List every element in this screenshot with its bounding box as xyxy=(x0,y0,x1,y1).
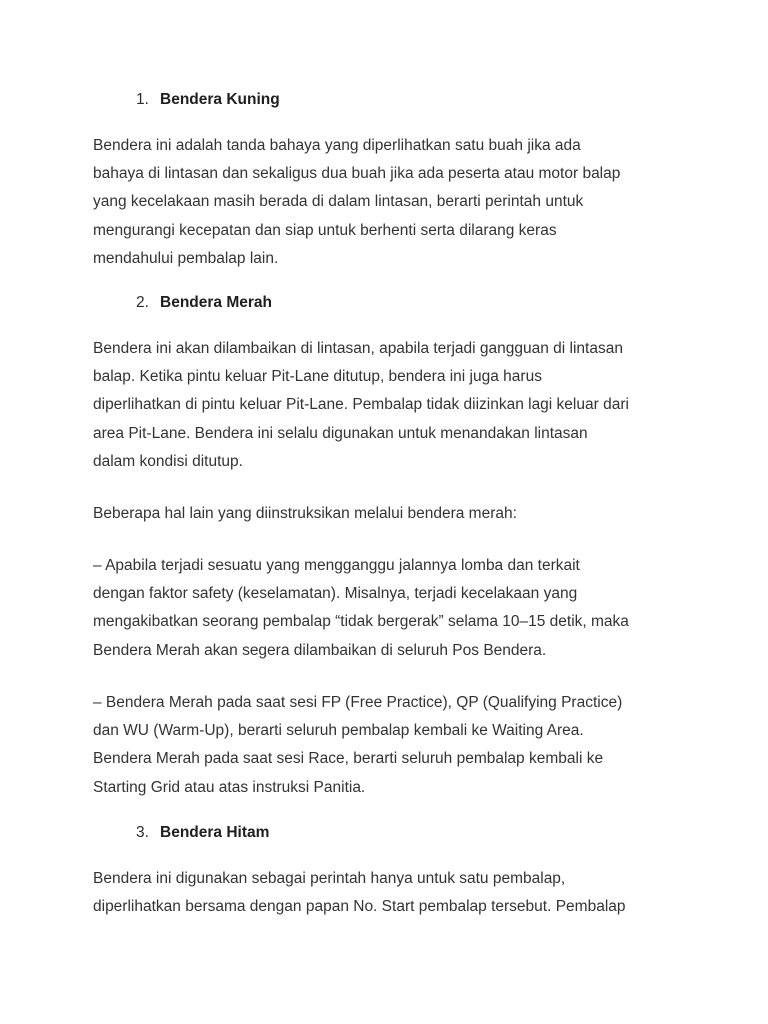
section-number: 1. xyxy=(136,91,149,108)
paragraph-merah-intro xyxy=(93,500,683,528)
text-line: Bendera Merah pada saat sesi Race, berarti seluruh pembalap kembali ke xyxy=(93,750,604,768)
section-title: Bendera Hitam xyxy=(160,824,270,841)
section-title: Bendera Kuning xyxy=(160,91,280,108)
section-heading-bendera-kuning xyxy=(136,90,280,110)
text-line: Bendera Merah akan segera dilambaikan di seluruh Pos Bendera. xyxy=(93,641,547,659)
text-line: diperlihatkan bersama dengan papan No. Start pembalap tersebut. Pembalap xyxy=(93,898,626,916)
section-heading-bendera-hitam xyxy=(136,823,269,843)
section-title: Bendera Merah xyxy=(160,294,272,311)
section-number: 3. xyxy=(136,824,149,841)
text-line: dengan faktor safety (keselamatan). Misalnya, terjadi kecelakaan yang xyxy=(93,585,578,603)
text-line: bahaya di lintasan dan sekaligus dua buah jika ada peserta atau motor balap xyxy=(93,165,621,183)
paragraph-merah-item-1 xyxy=(93,552,683,665)
text-line: Starting Grid atau atas instruksi Panitia. xyxy=(93,778,366,796)
text-line: Beberapa hal lain yang diinstruksikan melalui bendera merah: xyxy=(93,505,517,522)
text-line: Bendera ini akan dilambaikan di lintasan, apabila terjadi gangguan di lintasan xyxy=(93,340,623,357)
text-line: mendahului pembalap lain. xyxy=(93,249,279,267)
paragraph-kuning-description xyxy=(93,132,683,273)
text-line: mengurangi kecepatan dan siap untuk berhenti serta dilarang keras xyxy=(93,221,557,239)
text-line: Bendera ini digunakan sebagai perintah hanya untuk satu pembalap, xyxy=(93,870,566,887)
paragraph-hitam-description xyxy=(93,865,683,921)
text-line: mengakibatkan seorang pembalap “tidak bergerak” selama 10–15 detik, maka xyxy=(93,613,629,631)
text-line: area Pit-Lane. Bendera ini selalu digunakan untuk menandakan lintasan xyxy=(93,424,588,442)
text-line: Bendera ini adalah tanda bahaya yang diperlihatkan satu buah jika ada xyxy=(93,137,581,154)
text-line: – Apabila terjadi sesuatu yang mengganggu jalannya lomba dan terkait xyxy=(93,557,580,574)
paragraph-merah-description xyxy=(93,335,683,476)
text-line: dan WU (Warm-Up), berarti seluruh pembalap kembali ke Waiting Area. xyxy=(93,722,584,740)
text-line: dalam kondisi ditutup. xyxy=(93,452,243,470)
section-number: 2. xyxy=(136,294,149,311)
section-heading-bendera-merah xyxy=(136,293,272,313)
text-line: diperlihatkan di pintu keluar Pit-Lane. Pembalap tidak diizinkan lagi keluar dari xyxy=(93,396,629,414)
text-line: yang kecelakaan masih berada di dalam lintasan, berarti perintah untuk xyxy=(93,193,584,211)
paragraph-merah-item-2 xyxy=(93,689,683,802)
text-line: balap. Ketika pintu keluar Pit-Lane ditutup, bendera ini juga harus xyxy=(93,368,542,386)
text-line: – Bendera Merah pada saat sesi FP (Free Practice), QP (Qualifying Practice) xyxy=(93,694,623,711)
